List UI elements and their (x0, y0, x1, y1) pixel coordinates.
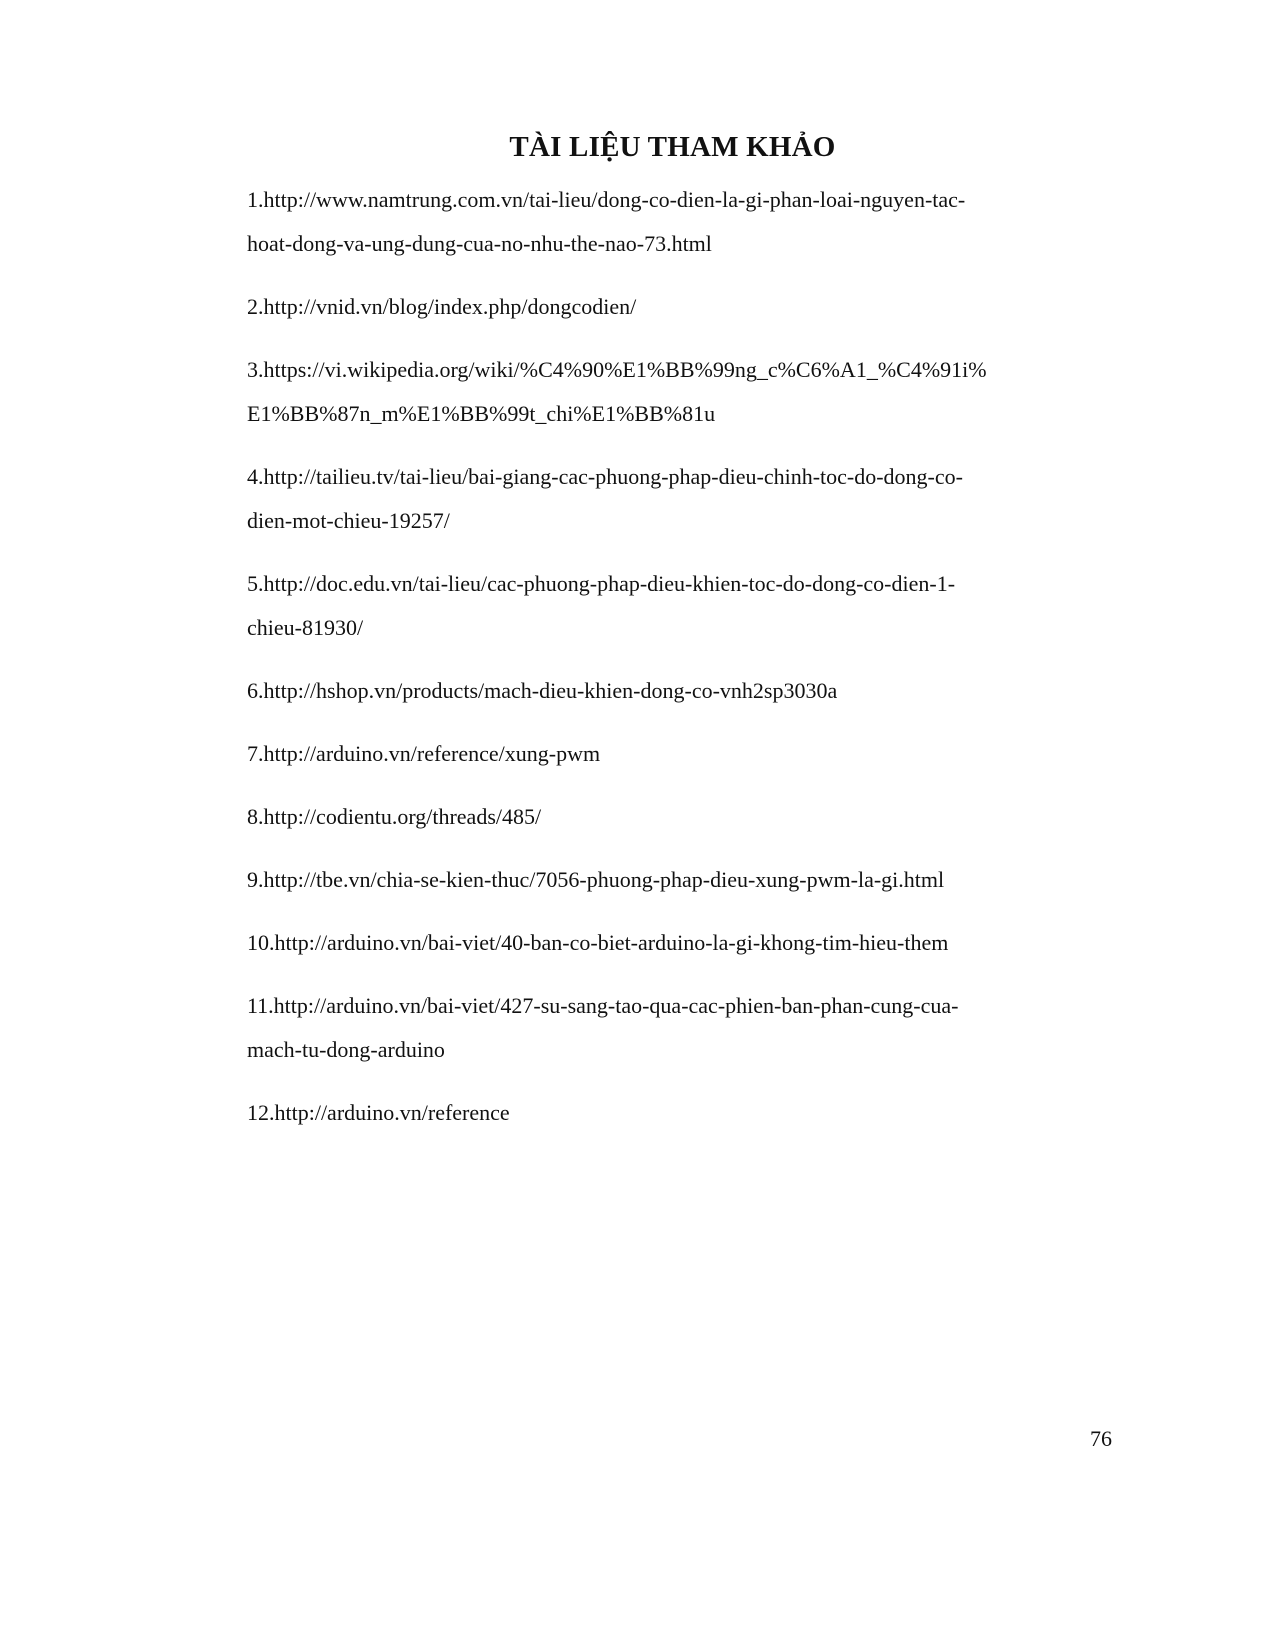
reference-line: chieu-81930/ (247, 615, 364, 640)
reference-item (247, 1091, 1107, 1135)
reference-line: hoat-dong-va-ung-dung-cua-no-nhu-the-nao-73.html (247, 231, 712, 256)
reference-item (247, 455, 1107, 543)
reference-line: 5.http://doc.edu.vn/tai-lieu/cac-phuong-phap-dieu-khien-toc-do-dong-co-dien-1- (247, 571, 956, 596)
reference-line: 11.http://arduino.vn/bai-viet/427-su-sang-tao-qua-cac-phien-ban-phan-cung-cua- (247, 993, 959, 1018)
reference-item (247, 921, 1107, 965)
reference-line: 4.http://tailieu.tv/tai-lieu/bai-giang-cac-phuong-phap-dieu-chinh-toc-do-dong-co- (247, 464, 963, 489)
reference-line: 1.http://www.namtrung.com.vn/tai-lieu/dong-co-dien-la-gi-phan-loai-nguyen-tac- (247, 187, 966, 212)
reference-item (247, 562, 1107, 650)
reference-line: E1%BB%87n_m%E1%BB%99t_chi%E1%BB%81u (247, 401, 716, 426)
reference-item (247, 178, 1107, 266)
reference-line: 8.http://codientu.org/threads/485/ (247, 804, 542, 829)
reference-item (247, 858, 1107, 902)
reference-line: 12.http://arduino.vn/reference (247, 1100, 510, 1125)
reference-item (247, 732, 1107, 776)
reference-list (247, 178, 1107, 1154)
reference-line: 9.http://tbe.vn/chia-se-kien-thuc/7056-phuong-phap-dieu-xung-pwm-la-gi.html (247, 867, 945, 892)
reference-line: 6.http://hshop.vn/products/mach-dieu-khien-dong-co-vnh2sp3030a (247, 678, 838, 703)
page-number: 76 (1090, 1426, 1112, 1451)
page-title: TÀI LIỆU THAM KHẢO (509, 131, 836, 164)
reference-line: 10.http://arduino.vn/bai-viet/40-ban-co-biet-arduino-la-gi-khong-tim-hieu-them (247, 930, 949, 955)
reference-line: dien-mot-chieu-19257/ (247, 508, 450, 533)
reference-line: 3.https://vi.wikipedia.org/wiki/%C4%90%E1%BB%99ng_c%C6%A1_%C4%91i% (247, 357, 987, 382)
reference-line: 7.http://arduino.vn/reference/xung-pwm (247, 741, 601, 766)
reference-item (247, 984, 1107, 1072)
reference-item (247, 348, 1107, 436)
reference-item (247, 795, 1107, 839)
reference-line: mach-tu-dong-arduino (247, 1037, 445, 1062)
reference-item (247, 669, 1107, 713)
reference-item (247, 285, 1107, 329)
reference-line: 2.http://vnid.vn/blog/index.php/dongcodien/ (247, 294, 637, 319)
